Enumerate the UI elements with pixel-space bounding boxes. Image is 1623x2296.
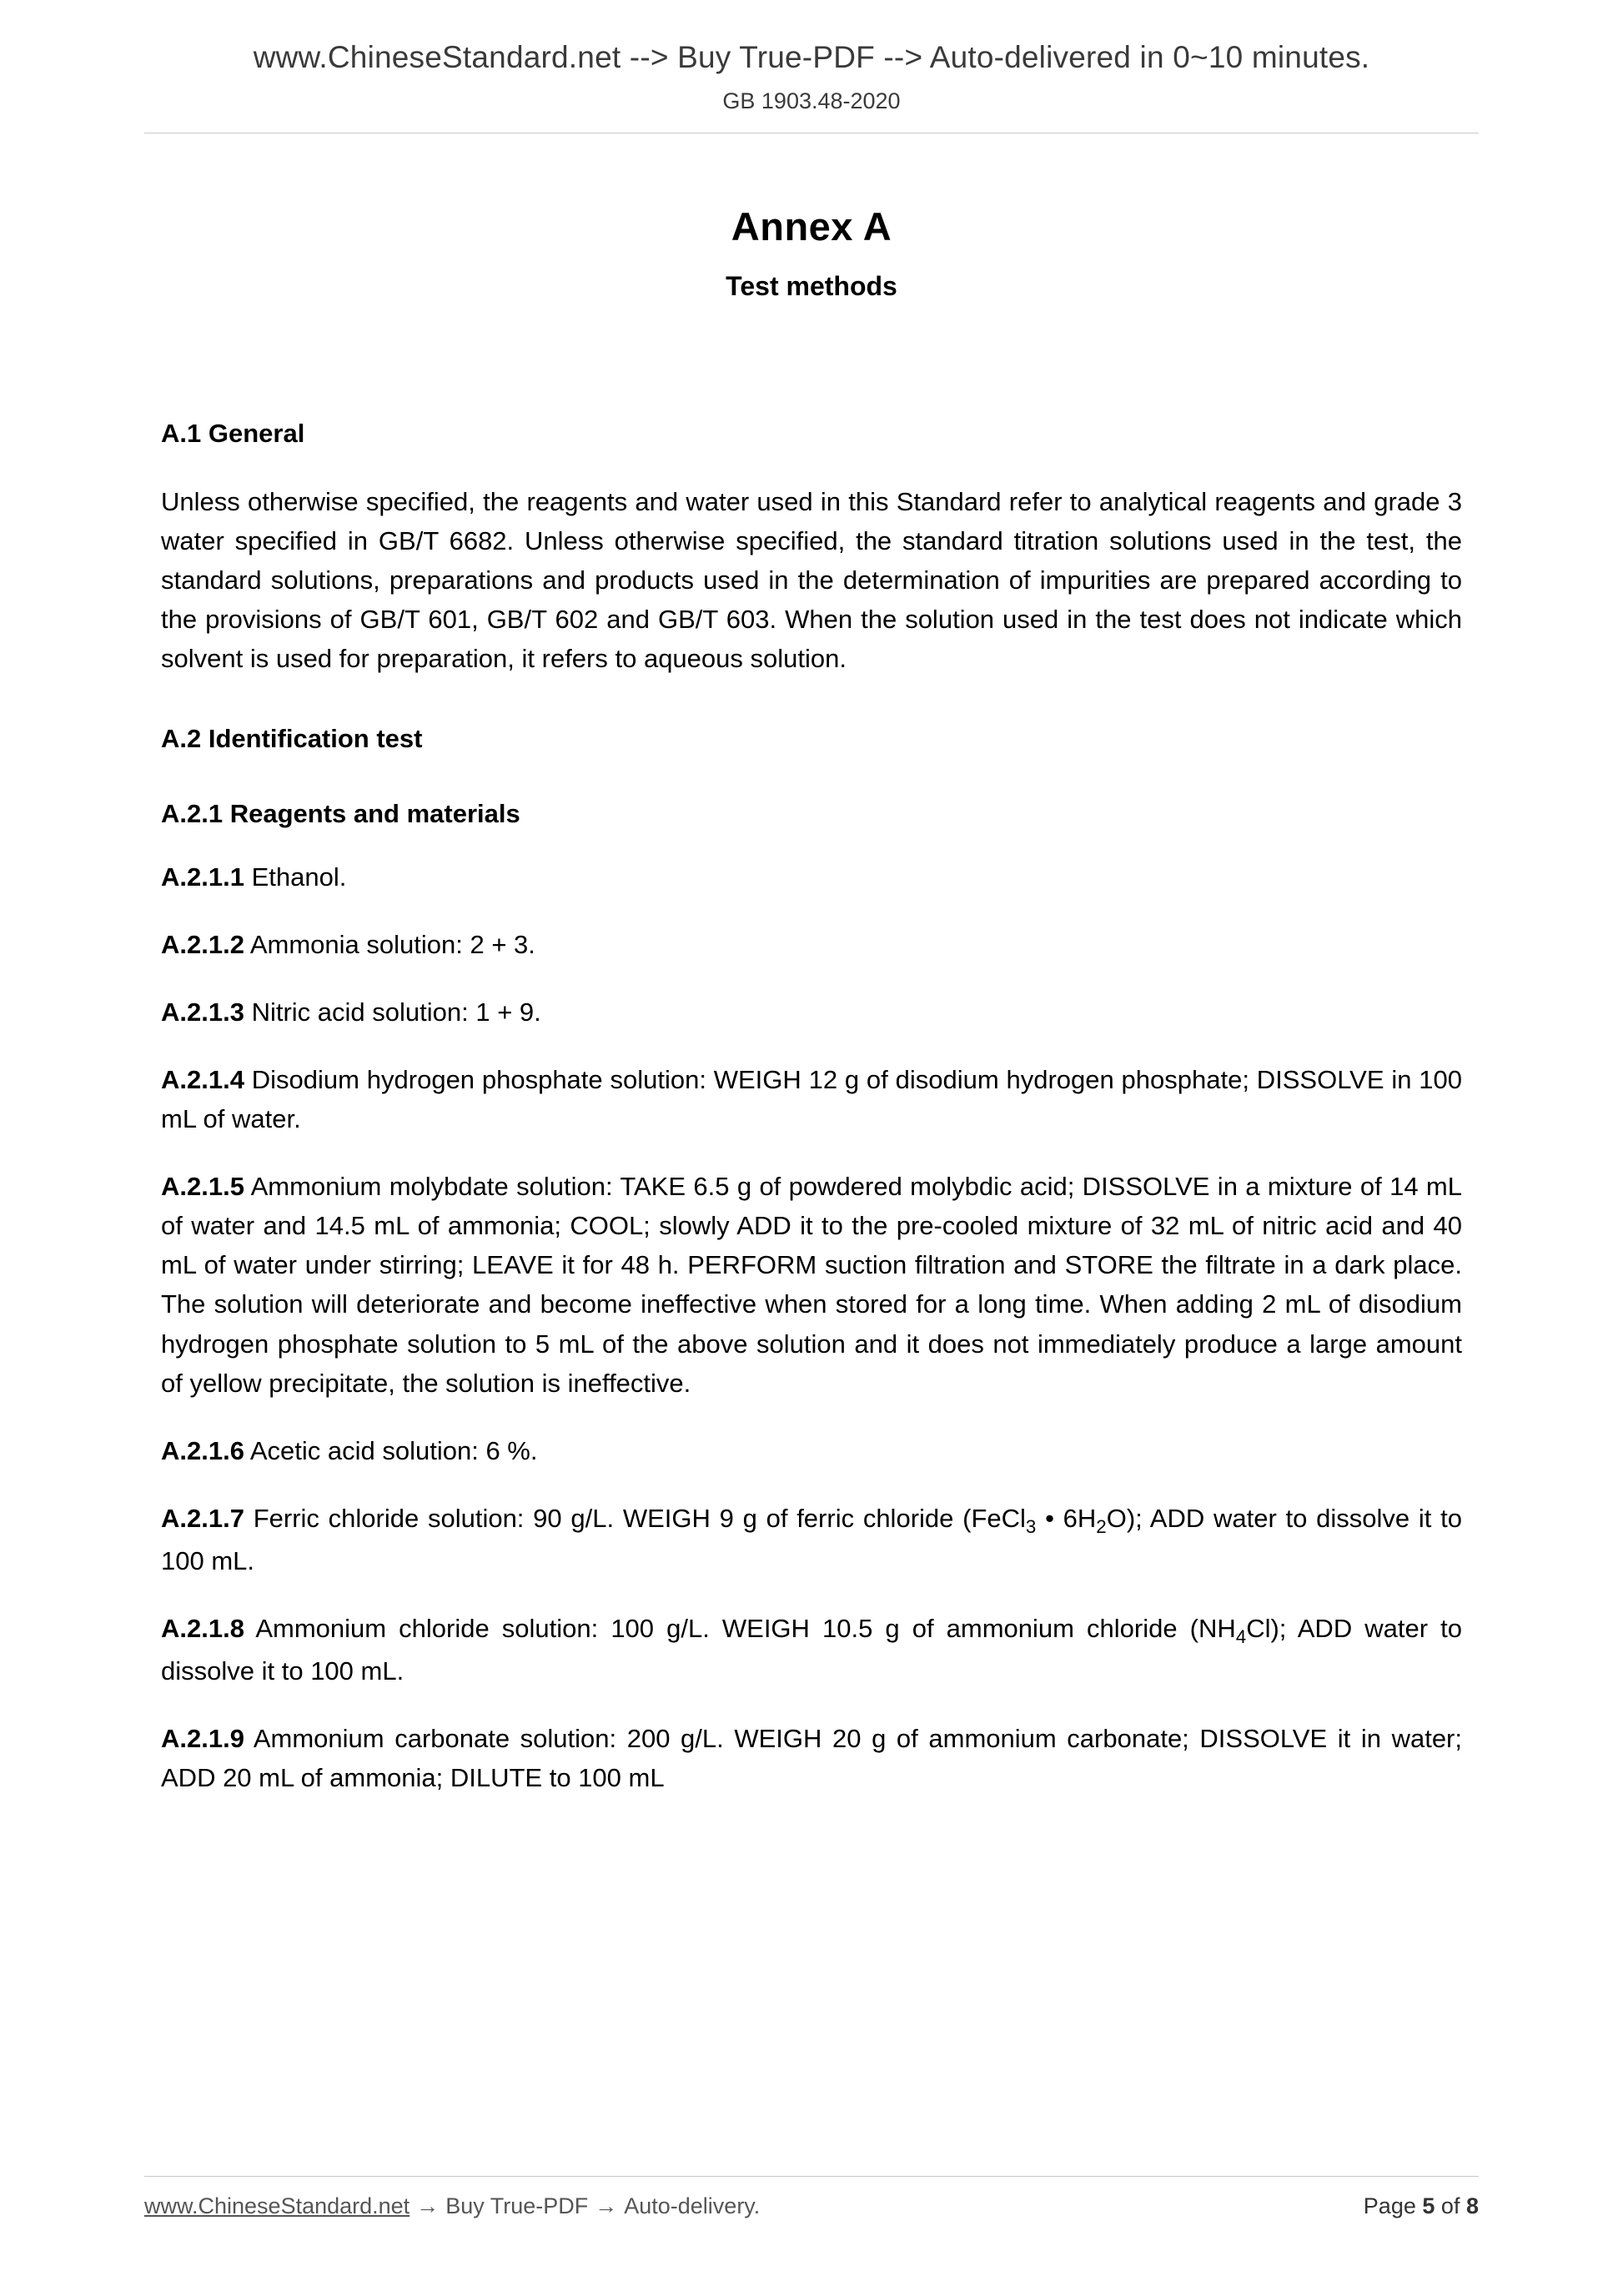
subscript-3: 3: [1025, 1516, 1037, 1538]
annex-subtitle: Test methods: [726, 271, 897, 301]
page-indicator: [1364, 2193, 1479, 2219]
clause-label: A.2.1.5: [161, 1172, 244, 1202]
clause-text-part1: Ferric chloride solution: 90 g/L. WEIGH 9 g of ferric chloride (FeCl: [253, 1503, 1026, 1533]
clause-text-part3: O); ADD water to dissolve it to 100 mL.: [161, 1503, 1462, 1575]
clause-text: Ethanol.: [251, 862, 347, 892]
clause-label: A.2.1.1: [161, 862, 244, 892]
clause-a2-1-1: [161, 857, 1462, 897]
clause-text: Disodium hydrogen phosphate solution: WEIGH 12 g of disodium hydrogen phosphate; DISSOLVE in 100 mL of water.: [161, 1064, 1462, 1133]
arrow-icon: →: [595, 2193, 618, 2218]
clause-label: A.2.1.4: [161, 1064, 244, 1094]
clause-label: A.2.1.6: [161, 1435, 244, 1465]
footer-site-link[interactable]: www.ChineseStandard.net: [144, 2193, 410, 2218]
footer-divider: [144, 2176, 1479, 2177]
page-number: 5: [1422, 2193, 1435, 2218]
arrow-icon: →: [416, 2193, 440, 2218]
clause-a2-1-4: [161, 1060, 1462, 1138]
page-header: [0, 0, 1623, 133]
clause-text-part1: Ammonium chloride solution: 100 g/L. WEIGH 10.5 g of ammonium chloride (NH: [255, 1614, 1236, 1644]
of-label: of: [1440, 2193, 1460, 2218]
document-body: [161, 133, 1462, 1797]
clause-a2-1-8: [161, 1609, 1462, 1691]
footer-links: [144, 2193, 760, 2219]
clause-text: Ammonium molybdate solution: TAKE 6.5 g of powdered molybdic acid; DISSOLVE in a mixture of 14 mL of water and 14.5 mL of ammonia; COOL; slowly ADD it to the pre-cooled mixture of 32 mL of nitric acid and 40 mL of water under stirring; LEAVE it for 48 h. PERFORM suction filtration and STORE the filtrate in a dark place. The solution will deteriorate and become ineffective when stored for a long time. When adding 2 mL of disodium hydrogen phosphate solution to 5 mL of the above solution and it does not immediately produce a large amount of yellow precipitate, the solution is ineffective.: [161, 1172, 1462, 1398]
section-heading-a2: A.2 Identification test: [161, 723, 423, 753]
clause-label: A.2.1.3: [161, 997, 244, 1027]
clause-a2-1-5: [161, 1167, 1462, 1403]
clause-text: Ammonia solution: 2 + 3.: [249, 929, 535, 959]
clause-text: Nitric acid solution: 1 + 9.: [251, 997, 541, 1027]
page-total: 8: [1465, 2193, 1479, 2218]
clause-a2-1-6: [161, 1431, 1462, 1470]
clause-text: Ammonium carbonate solution: 200 g/L. WEIGH 20 g of ammonium carbonate; DISSOLVE it in water; ADD 20 mL of ammonia; DILUTE to 100 mL: [161, 1724, 1462, 1793]
standard-code: GB 1903.48-2020: [722, 88, 901, 113]
clause-label: A.2.1.9: [161, 1724, 244, 1754]
clause-text: Acetic acid solution: 6 %.: [249, 1435, 538, 1465]
promo-banner: www.ChineseStandard.net --> Buy True-PDF --> Auto-delivered in 0~10 minutes.: [253, 40, 1370, 74]
clause-a2-1-7: [161, 1499, 1462, 1580]
clause-label: A.2.1.2: [161, 929, 244, 959]
clause-text-part2: Cl); ADD water to dissolve it to 100 mL.: [161, 1614, 1463, 1686]
annex-title: Annex A: [731, 204, 892, 249]
section-heading-a21: A.2.1 Reagents and materials: [161, 798, 520, 828]
clause-a2-1-9: [161, 1719, 1462, 1797]
subscript-2: 2: [1096, 1516, 1107, 1538]
clause-a2-1-2: [161, 925, 1462, 964]
clause-a2-1-3: [161, 992, 1462, 1032]
subscript-4: 4: [1235, 1626, 1247, 1648]
section-heading-a1: A.1 General: [161, 419, 305, 448]
page-label: Page: [1363, 2193, 1416, 2218]
title-spacer: [161, 302, 1462, 374]
section-a1-body: Unless otherwise specified, the reagents and water used in this Standard refer to analytical reagents and grade 3 water specified in GB/T 6682. Unless otherwise specified, the standard titration solutions used in the test, the standard solutions, preparations and products used in the determination of impurities are prepared according to the provisions of GB/T 601, GB/T 602 and GB/T 603. When the solution used in the test does not indicate which solvent is used for preparation, it refers to aqueous solution.: [161, 487, 1462, 674]
footer-buy-label: Buy True-PDF: [445, 2193, 589, 2218]
clause-label: A.2.1.8: [161, 1614, 244, 1644]
clause-label: A.2.1.7: [161, 1503, 244, 1533]
footer-delivery-label: Auto-delivery.: [624, 2193, 761, 2218]
page-footer: [0, 2176, 1623, 2219]
clause-text-part2: • 6H: [1036, 1503, 1097, 1533]
